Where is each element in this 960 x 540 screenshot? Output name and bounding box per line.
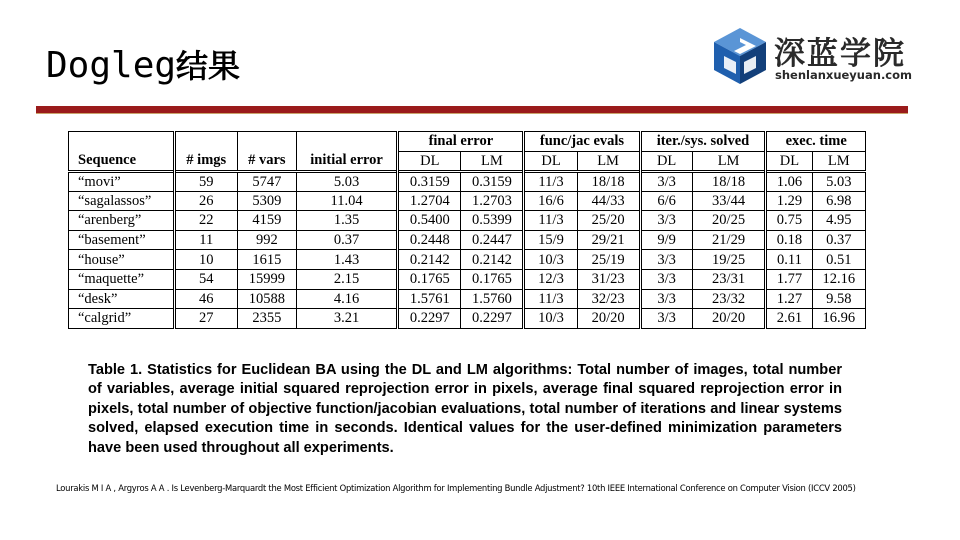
cell-iter-lm: 20/20 [692,309,766,329]
header-exec-time: exec. time [766,132,866,152]
cell-final-lm: 0.3159 [461,171,524,191]
cell-sequence: “movi” [69,171,175,191]
cell-imgs: 22 [174,211,237,231]
cell-final-lm: 1.5760 [461,289,524,309]
header-iter-lm: LM [692,151,766,171]
cell-final-dl: 0.3159 [398,171,461,191]
cell-evals-dl: 11/3 [524,171,577,191]
cell-time-lm: 16.96 [812,309,866,329]
cell-evals-dl: 16/6 [524,191,577,211]
cell-final-lm: 0.1765 [461,269,524,289]
header-sequence: Sequence [69,151,175,171]
cell-iter-dl: 9/9 [640,230,692,250]
cell-vars: 5309 [237,191,296,211]
cell-time-lm: 5.03 [812,171,866,191]
cell-evals-dl: 10/3 [524,309,577,329]
header-blank [69,132,175,152]
cell-time-dl: 1.06 [766,171,812,191]
title-divider [36,106,908,113]
statistics-table [68,131,866,329]
cell-sequence: “maquette” [69,269,175,289]
cell-vars: 15999 [237,269,296,289]
cell-initial-error: 0.37 [296,230,397,250]
cell-vars: 10588 [237,289,296,309]
table-row [69,269,866,289]
cell-iter-lm: 18/18 [692,171,766,191]
cell-sequence: “house” [69,250,175,270]
cell-final-lm: 0.5399 [461,211,524,231]
cell-evals-lm: 20/20 [577,309,640,329]
cell-imgs: 11 [174,230,237,250]
cell-iter-lm: 33/44 [692,191,766,211]
cell-imgs: 59 [174,171,237,191]
cell-final-lm: 0.2142 [461,250,524,270]
cube-logo-icon [710,26,770,86]
cell-sequence: “arenberg” [69,211,175,231]
cell-initial-error: 4.16 [296,289,397,309]
cell-vars: 992 [237,230,296,250]
cell-final-lm: 0.2447 [461,230,524,250]
slide-title-latin: Dogleg [46,45,177,86]
cell-time-dl: 0.11 [766,250,812,270]
table-row [69,250,866,270]
cell-evals-dl: 11/3 [524,289,577,309]
cell-sequence: “desk” [69,289,175,309]
cell-evals-dl: 15/9 [524,230,577,250]
header-blank [296,132,397,152]
slide-title [46,45,241,86]
cell-time-dl: 0.18 [766,230,812,250]
header-blank [237,132,296,152]
cell-time-dl: 2.61 [766,309,812,329]
cell-imgs: 54 [174,269,237,289]
cell-time-dl: 1.27 [766,289,812,309]
slide-title-cjk: 结果 [176,47,241,85]
cell-iter-dl: 3/3 [640,211,692,231]
cell-evals-lm: 25/19 [577,250,640,270]
header-time-lm: LM [812,151,866,171]
header-initial-error: initial error [296,151,397,171]
cell-iter-dl: 6/6 [640,191,692,211]
header-evals-dl: DL [524,151,577,171]
cell-final-dl: 1.5761 [398,289,461,309]
cell-vars: 1615 [237,250,296,270]
cell-time-lm: 12.16 [812,269,866,289]
cell-vars: 5747 [237,171,296,191]
cell-evals-dl: 11/3 [524,211,577,231]
cell-final-dl: 0.5400 [398,211,461,231]
cell-imgs: 10 [174,250,237,270]
header-blank [174,132,237,152]
cell-initial-error: 2.15 [296,269,397,289]
cell-final-dl: 1.2704 [398,191,461,211]
cell-final-lm: 1.2703 [461,191,524,211]
cell-final-dl: 0.2448 [398,230,461,250]
cell-iter-lm: 23/32 [692,289,766,309]
header-time-dl: DL [766,151,812,171]
header-vars: # vars [237,151,296,171]
cell-initial-error: 3.21 [296,309,397,329]
cell-initial-error: 5.03 [296,171,397,191]
table-caption: Table 1. Statistics for Euclidean BA using the DL and LM algorithms: Total number of images, total number of variables, average initial squared reprojection error in pixels, average final squared reprojection error in pixels, total number of objective function/jacobian evaluations, total number of iterations and linear systems solved, elapsed execution time in seconds. Identical values for the user-defined minimization parameters have been used throughout all experiments. [88,362,842,456]
cell-time-dl: 1.29 [766,191,812,211]
cell-final-lm: 0.2297 [461,309,524,329]
cell-time-lm: 0.37 [812,230,866,250]
table-header-group-row [69,132,866,152]
cell-evals-lm: 32/23 [577,289,640,309]
cell-iter-dl: 3/3 [640,269,692,289]
header-final-error: final error [398,132,524,152]
logo-url: shenlanxueyuan.com [775,68,913,82]
cell-final-dl: 0.2142 [398,250,461,270]
table-row [69,211,866,231]
cell-evals-dl: 12/3 [524,269,577,289]
header-evals-lm: LM [577,151,640,171]
cell-iter-dl: 3/3 [640,171,692,191]
cell-iter-lm: 19/25 [692,250,766,270]
cell-final-dl: 0.2297 [398,309,461,329]
cell-imgs: 27 [174,309,237,329]
cell-evals-dl: 10/3 [524,250,577,270]
cell-vars: 4159 [237,211,296,231]
statistics-table-container [68,131,866,329]
cell-imgs: 26 [174,191,237,211]
cell-iter-dl: 3/3 [640,309,692,329]
cell-sequence: “sagalassos” [69,191,175,211]
cell-time-lm: 4.95 [812,211,866,231]
cell-iter-lm: 23/31 [692,269,766,289]
cell-time-lm: 0.51 [812,250,866,270]
cell-vars: 2355 [237,309,296,329]
header-final-dl: DL [398,151,461,171]
header-final-lm: LM [461,151,524,171]
table-row [69,191,866,211]
cell-initial-error: 1.43 [296,250,397,270]
cell-time-dl: 0.75 [766,211,812,231]
cell-evals-lm: 18/18 [577,171,640,191]
cell-evals-lm: 25/20 [577,211,640,231]
cell-evals-lm: 31/23 [577,269,640,289]
table-header-row [69,151,866,171]
cell-evals-lm: 29/21 [577,230,640,250]
table-row [69,309,866,329]
header-imgs: # imgs [174,151,237,171]
table-row [69,289,866,309]
header-iter-sys-solved: iter./sys. solved [640,132,766,152]
cell-time-lm: 9.58 [812,289,866,309]
shenlan-logo [710,26,913,88]
cell-evals-lm: 44/33 [577,191,640,211]
cell-iter-dl: 3/3 [640,250,692,270]
cell-final-dl: 0.1765 [398,269,461,289]
cell-sequence: “basement” [69,230,175,250]
logo-name-cn: 深蓝学院 [774,36,906,72]
cell-iter-lm: 21/29 [692,230,766,250]
cell-time-dl: 1.77 [766,269,812,289]
cell-iter-lm: 20/25 [692,211,766,231]
cell-imgs: 46 [174,289,237,309]
cell-iter-dl: 3/3 [640,289,692,309]
cell-initial-error: 11.04 [296,191,397,211]
cell-time-lm: 6.98 [812,191,866,211]
paper-reference: Lourakis M I A , Argyros A A . Is Levenberg-Marquardt the Most Efficient Optimization Algorithm for Implementing Bundle Adjustment? 10th IEEE International Conference on Computer Vision (ICCV 2005) [56,483,856,493]
table-row [69,171,866,191]
cell-initial-error: 1.35 [296,211,397,231]
table-row [69,230,866,250]
header-iter-dl: DL [640,151,692,171]
header-func-jac-evals: func/jac evals [524,132,640,152]
cell-sequence: “calgrid” [69,309,175,329]
